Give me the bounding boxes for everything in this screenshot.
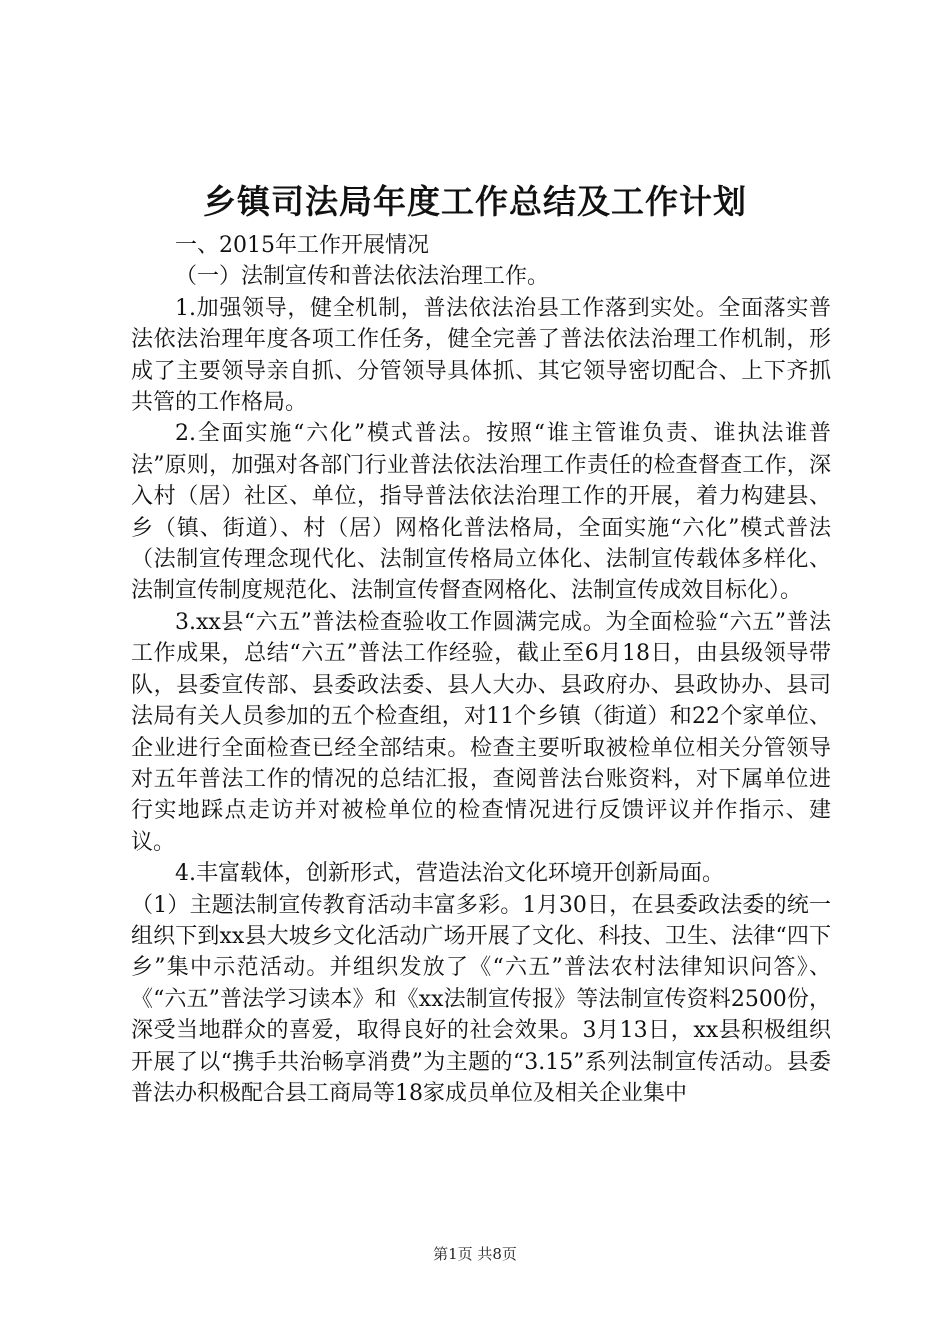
paragraph-item-1: 1.加强领导，健全机制，普法依法治县工作落到实处。全面落实普法依法治理年度各项工作任务，健全完善了普法依法治理工作机制，形成了主要领导亲自抓、分管领导具体抓、其它领导密切配合、上下齐抓共管的工作格局。 <box>131 295 831 416</box>
subsection-heading: （一）法制宣传和普法依法治理工作。 <box>175 264 550 290</box>
paragraph-item-4-1: （1）主题法制宣传教育活动丰富多彩。1月30日，在县委政法委的统一组织下到xx县大坡乡文化活动广场开展了文化、科技、卫生、法律“四下乡”集中示范活动。并组织发放了《“六五”普法农村法律知识问答》、《“六五”普法学习读本》和《xx法制宣传报》等法制宣传资料2500份，深受当地群众的喜爱，取得良好的社会效果。3月13日，xx县积极组织开展了以“携手共治畅享消费”为主题的“3.15”系列法制宣传活动。县委普法办积极配合县工商局等18家成员单位及相关企业集中 <box>131 892 831 1106</box>
document-body <box>131 230 831 1109</box>
document-title: 乡镇司法局年度工作总结及工作计划 <box>203 182 747 221</box>
paragraph-item-2: 2.全面实施“六化”模式普法。按照“谁主管谁负责、谁执法谁普法”原则，加强对各部门行业普法依法治理工作责任的检查督查工作，深入村（居）社区、单位，指导普法依法治理工作的开展，着力构建县、乡（镇、街道）、村（居）网格化普法格局，全面实施“六化”模式普法（法制宣传理念现代化、法制宣传格局立体化、法制宣传载体多样化、法制宣传制度规范化、法制宣传督查网格化、法制宣传成效目标化）。 <box>131 421 831 604</box>
section-heading: 一、2015年工作开展情况 <box>175 233 429 258</box>
page-footer: 第1页 共8页 <box>433 1245 517 1263</box>
paragraph-item-4: 4.丰富载体，创新形式，营造法治文化环境开创新局面。 <box>175 861 724 887</box>
paragraph-item-3: 3.xx县“六五”普法检查验收工作圆满完成。为全面检验“六五”普法工作成果，总结“六五”普法工作经验，截止至6月18日，由县级领导带队，县委宣传部、县委政法委、县人大办、县政府办、县政协办、县司法局有关人员参加的五个检查组，对11个乡镇（街道）和22个家单位、企业进行全面检查已经全部结束。检查主要听取被检单位相关分管领导对五年普法工作的情况的总结汇报，查阅普法台账资料，对下属单位进行实地踩点走访并对被检单位的检查情况进行反馈评议并作指示、建议。 <box>131 609 831 855</box>
